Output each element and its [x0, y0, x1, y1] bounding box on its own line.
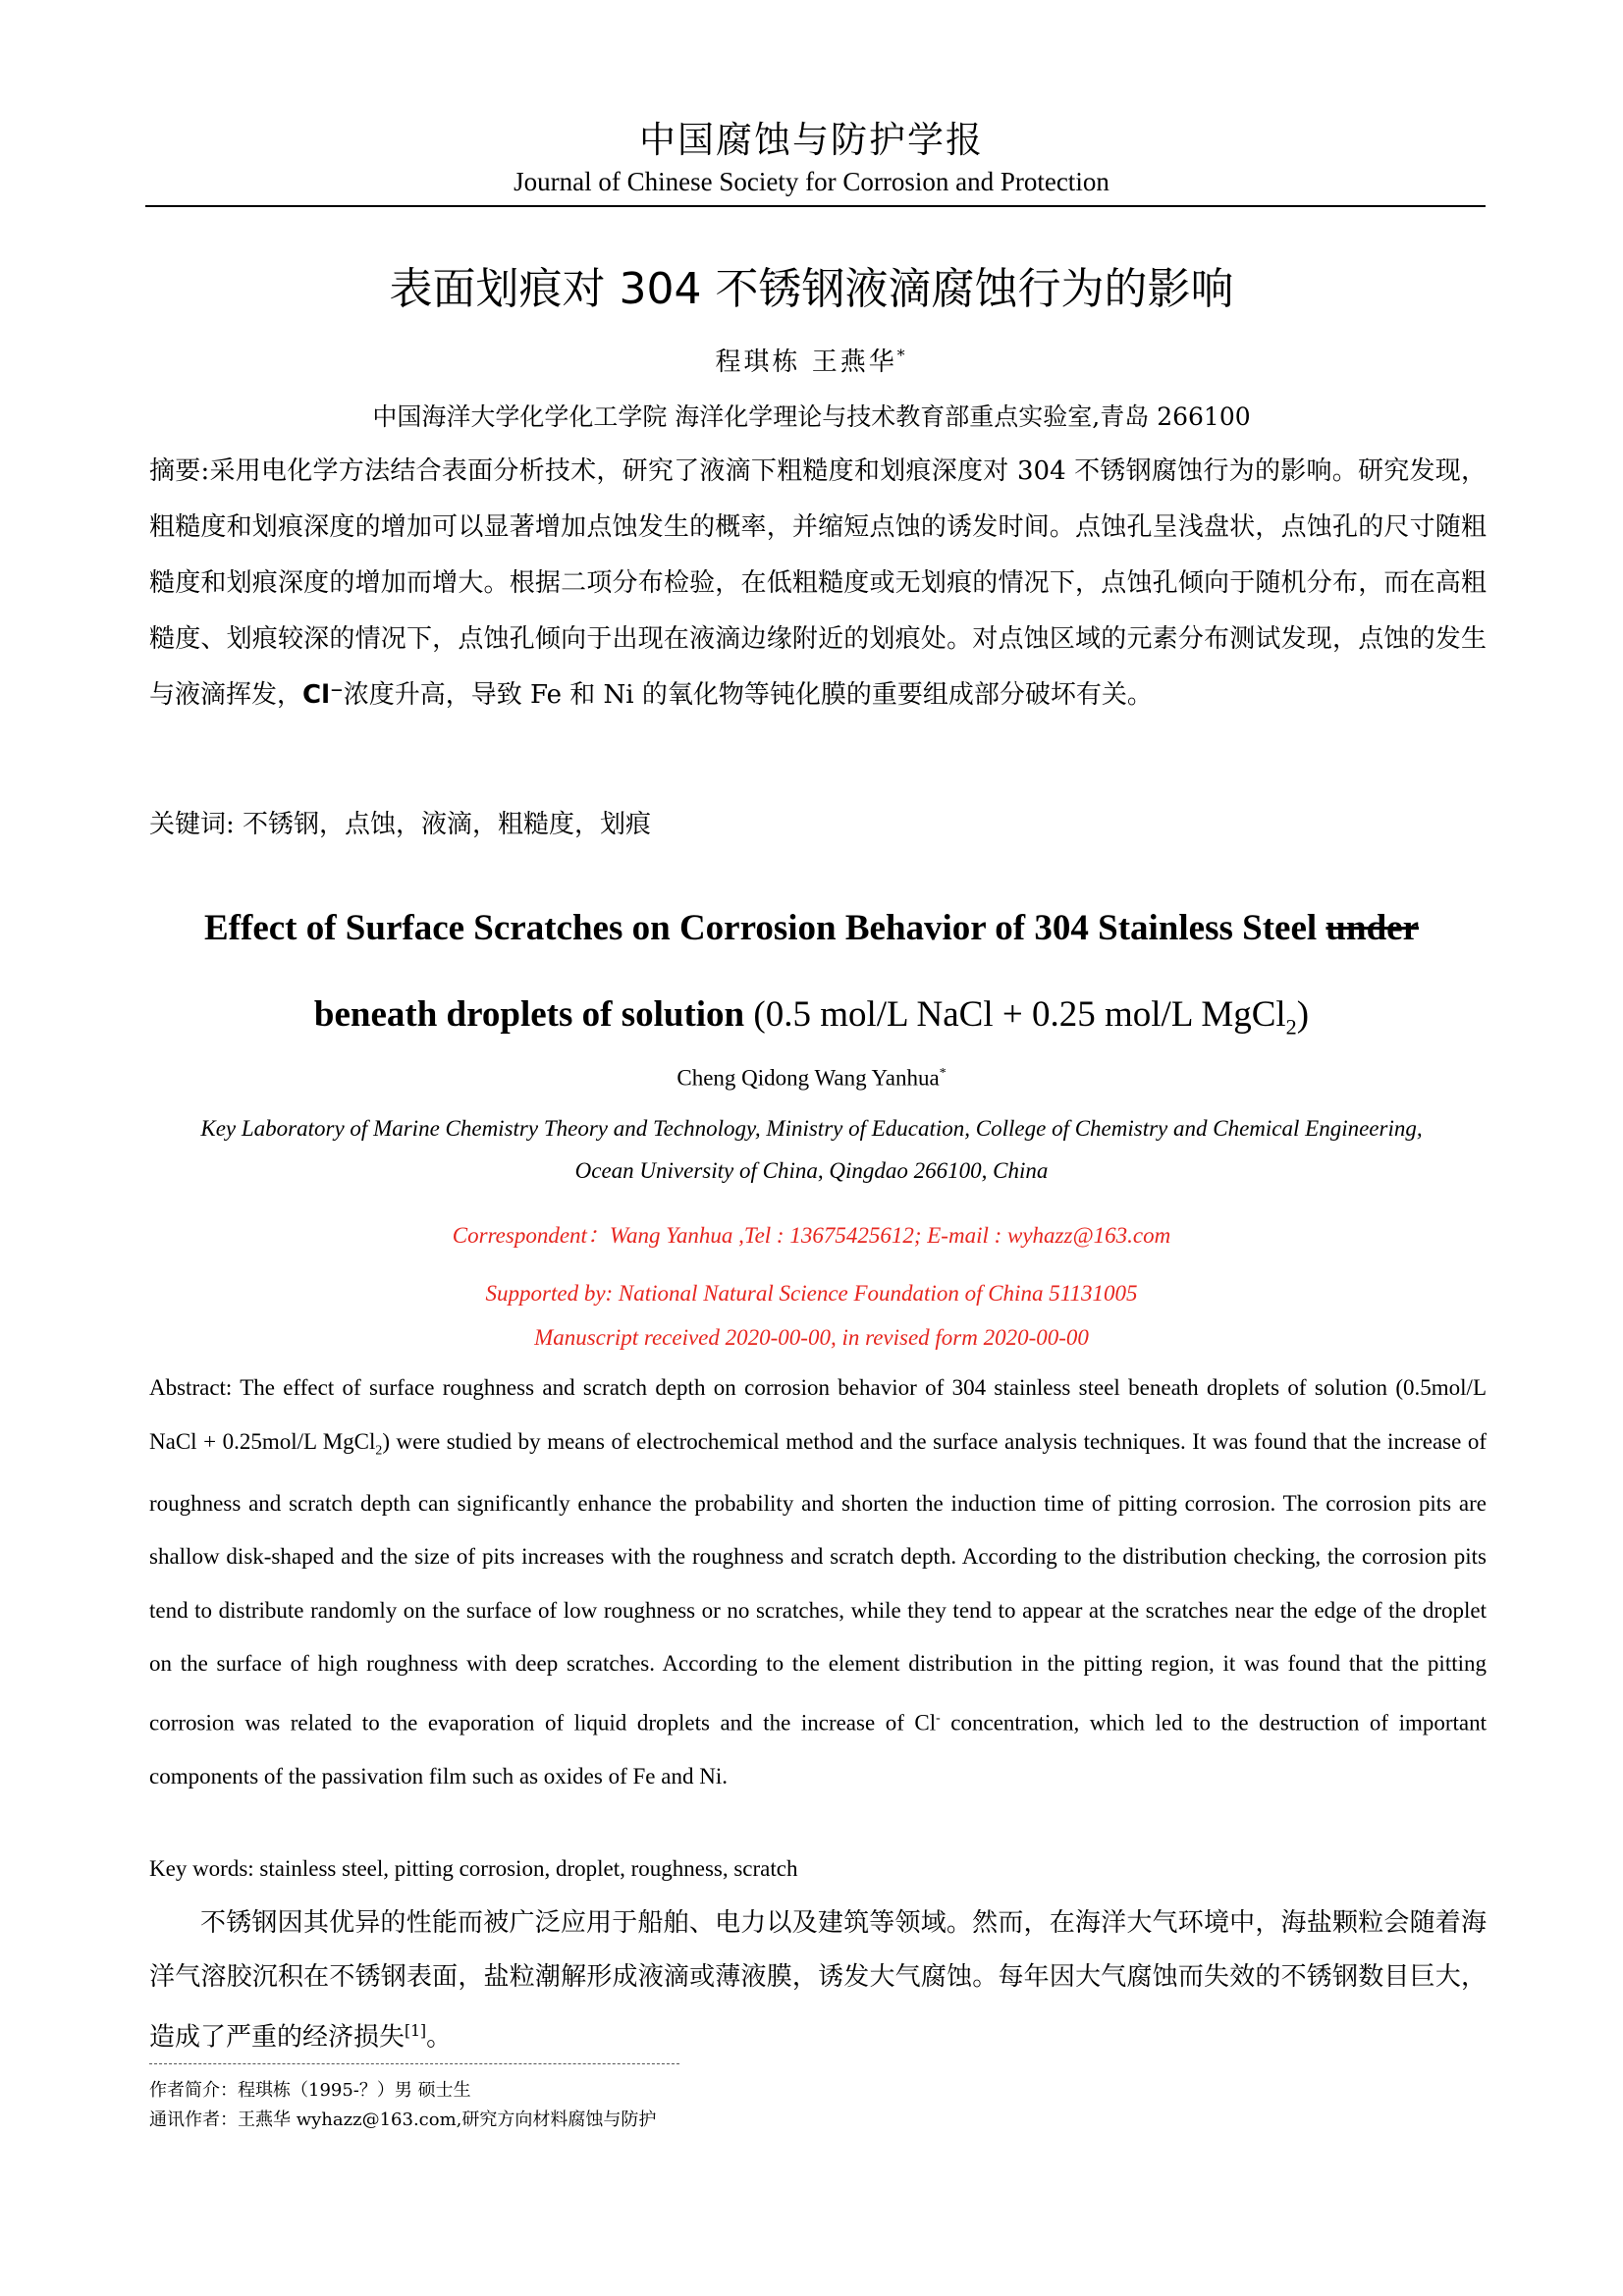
abstract-en-sup: -: [936, 1709, 941, 1725]
paper-title-en-line2: [0, 972, 1623, 1070]
abstract-en-sub: 2: [375, 1442, 383, 1458]
abstract-cn-text-1: 摘要:采用电化学方法结合表面分析技术，研究了液滴下粗糙度和划痕深度对 304 不锈钢腐蚀行为的影响。研究发现，粗糙度和划痕深度的增加可以显著增加点蚀发生的概率，并缩短点蚀的诱发时间。点蚀孔呈浅盘状，点蚀孔的尺寸随粗糙度和划痕深度的增加而增大。根据二项分布检验，在低粗糙度或无划痕的情况下，点蚀孔倾向于随机分布，而在高粗糙度、划痕较深的情况下，点蚀孔倾向于出现在液滴边缘附近的划痕处。对点蚀区域的元素分布测试发现，点蚀的发生与液滴挥发，: [149, 456, 1487, 710]
authors-cn-names: 程琪栋 王燕华: [715, 347, 897, 377]
affiliation-en-line2: Ocean University of China, Qingdao 266100, China: [574, 1158, 1049, 1183]
corresponding-mark-cn: *: [896, 347, 908, 365]
citation-ref[interactable]: [1]: [405, 2022, 427, 2040]
journal-title-en: Journal of Chinese Society for Corrosion and Protection: [514, 167, 1109, 196]
title-en-solution-sub: 2: [1285, 1014, 1297, 1040]
title-en-line1-text: Effect of Surface Scratches on Corrosion Behavior of 304 Stainless Steel: [204, 908, 1326, 948]
abstract-en-text-2: ) were studied by means of electrochemical method and the surface analysis techniques. It was found that the increase of roughness and scratch depth can significantly enhance the probability and shorten the induction time of pitting corrosion. The corrosion pits are shallow disk-shaped and the size of pits increases with the roughness and scratch depth. According to the distribution checking, the corrosion pits tend to distribute randomly on the surface of low roughness or no scratches, while they tend to appear at the scratches near the edge of the droplet on the surface of high roughness with deep scratches. According to the element distribution in the pitting region, it was found that the pitting corrosion was related to the evaporation of liquid droplets and the increase of Cl: [149, 1428, 1487, 1735]
abstract-cn: [149, 444, 1487, 723]
keywords-cn: 关键词: 不锈钢，点蚀，液滴，粗糙度，划痕: [149, 810, 652, 839]
footnote-author-intro: 作者简介：程琪栋（1995-？）男 硕士生: [149, 2080, 471, 2101]
authors-en: [0, 1065, 1623, 1092]
affiliation-en-line1: Key Laboratory of Marine Chemistry Theory and Technology, Ministry of Education, College of Chemistry and Chemical Engineering,: [200, 1116, 1423, 1141]
title-en-struck-word: under: [1325, 908, 1419, 948]
abstract-cn-text-2: 浓度升高，导致 Fe 和 Ni 的氧化物等钝化膜的重要组成部分破坏有关。: [343, 680, 1153, 710]
footnote-divider: [149, 2063, 679, 2064]
affiliation-en: [0, 1107, 1623, 1192]
corresponding-mark-en: *: [939, 1065, 947, 1080]
intro-text: 不锈钢因其优异的性能而被广泛应用于船舶、电力以及建筑等领域。然而，在海洋大气环境中，海盐颗粒会随着海洋气溶胶沉积在不锈钢表面，盐粒潮解形成液滴或薄液膜，诱发大气腐蚀。每年因大气腐蚀而失效的不锈钢数目巨大，造成了严重的经济损失: [149, 1908, 1487, 2053]
header-divider: [145, 205, 1486, 207]
chloride-ion: Cl⁻: [302, 680, 344, 710]
abstract-en-text-3: concentration, which led to the destruction of important components of the passivation film such as oxides of Fe and Ni.: [149, 1710, 1488, 1789]
title-en-solution: [753, 994, 1310, 1040]
paper-title-en-line1: [0, 885, 1623, 972]
manuscript-dates: Manuscript received 2020-00-00, in revised form 2020-00-00: [534, 1325, 1089, 1350]
title-en-solution-close: ): [1296, 994, 1310, 1035]
paper-title-cn: 表面划痕对 304 不锈钢液滴腐蚀行为的影响: [389, 264, 1234, 314]
journal-title-cn: 中国腐蚀与防护学报: [639, 119, 984, 161]
authors-cn: [0, 342, 1623, 378]
funding-info: Supported by: National Natural Science Foundation of China 51131005: [485, 1281, 1138, 1306]
abstract-en-text-1: Abstract: The effect of surface roughness and scratch depth on corrosion behavior of 304 stainless steel beneath droplets of solution (0.5mol/L NaCl + 0.25mol/L MgCl: [149, 1375, 1487, 1454]
footnote-corresponding: 通讯作者：王燕华 wyhazz@163.com,研究方向材料腐蚀与防护: [149, 2109, 657, 2130]
authors-en-names: Cheng Qidong Wang Yanhua: [676, 1065, 940, 1091]
intro-end: 。: [426, 2022, 453, 2053]
intro-paragraph: [149, 1896, 1487, 2065]
abstract-en: [149, 1362, 1487, 1803]
keywords-en: Key words: stainless steel, pitting corrosion, droplet, roughness, scratch: [149, 1856, 798, 1881]
correspondent-info: Correspondent：Wang Yanhua ,Tel : 13675425612; E-mail : wyhazz@163.com: [452, 1223, 1171, 1248]
affiliation-cn: 中国海洋大学化学化工学院 海洋化学理论与技术教育部重点实验室,青岛 266100: [372, 402, 1251, 431]
title-en-line2-text: beneath droplets of solution: [313, 994, 754, 1035]
title-en-solution-text: (0.5 mol/L NaCl + 0.25 mol/L MgCl: [753, 994, 1286, 1035]
